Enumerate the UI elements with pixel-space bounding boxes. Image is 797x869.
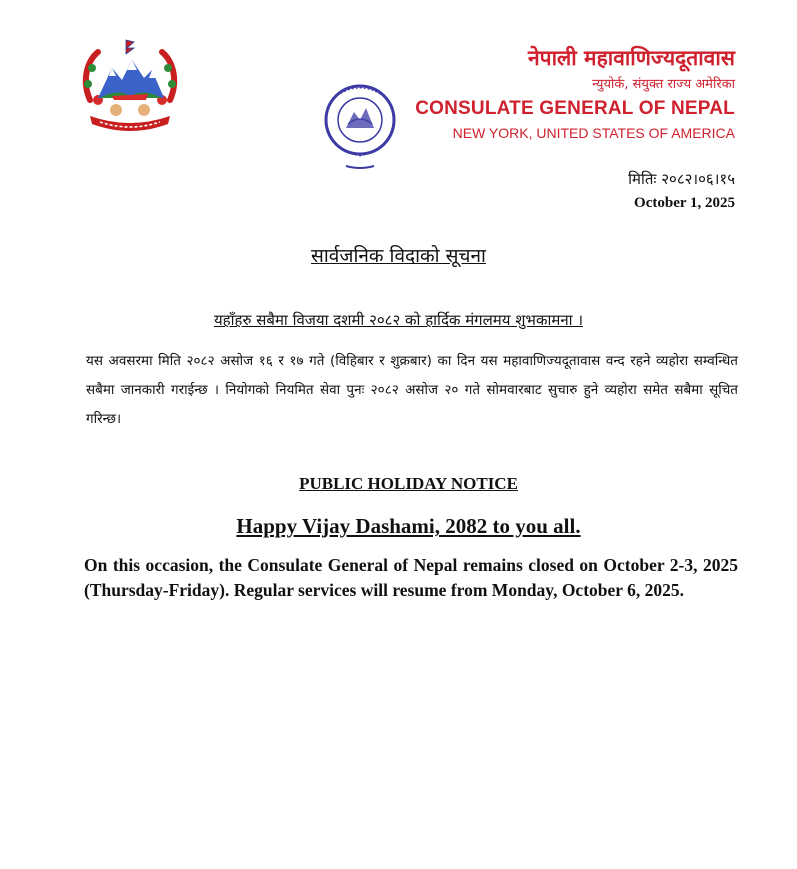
- greeting-english: Happy Vijay Dashami, 2082 to you all.: [236, 514, 581, 538]
- notice-dates: [628, 168, 735, 214]
- greeting-nepali: यहाँहरु सबैमा विजया दशमी २०८२ को हार्दिक मंगलमय शुभकामना ।: [213, 311, 583, 329]
- consulate-name-english: CONSULATE GENERAL OF NEPAL: [415, 98, 735, 119]
- letterhead: [415, 44, 735, 144]
- date-english: October 1, 2025: [634, 195, 735, 211]
- nepal-emblem-icon: [76, 38, 184, 134]
- date-nepali: मितिः २०८२।०६।१५: [628, 170, 735, 188]
- location-english: NEW YORK, UNITED STATES OF AMERICA: [452, 125, 735, 141]
- notice-body-nepali: यस अवसरमा मिति २०८२ असोज १६ र १७ गते (विहिबार र शुक्रबार) का दिन यस महावाणिज्यदूतावास वन्द रहने व्यहोरा सम्वन्धित सबैमा जानकारी गराईन्छ । नियोगको नियमित सेवा पुनः २०८२ असोज २० गते सोमवारबाट सुचारु हुने व्यहोरा समेत सबैमा सूचित गरिन्छ।: [86, 353, 738, 427]
- consulate-name-nepali: नेपाली महावाणिज्यदूतावास: [528, 46, 735, 70]
- notice-heading-nepali: सार्वजनिक विदाको सूचना: [311, 245, 486, 267]
- consulate-seal-icon: [312, 74, 412, 174]
- notice-body-english: On this occasion, the Consulate General of Nepal remains closed on October 2-3, 2025 (Thursday-Friday). Regular services will resume from Monday, October 6, 2025.: [84, 555, 738, 600]
- notice-heading-english: PUBLIC HOLIDAY NOTICE: [299, 474, 518, 493]
- location-nepali: न्युयोर्क, संयुक्त राज्य अमेरिका: [592, 77, 735, 92]
